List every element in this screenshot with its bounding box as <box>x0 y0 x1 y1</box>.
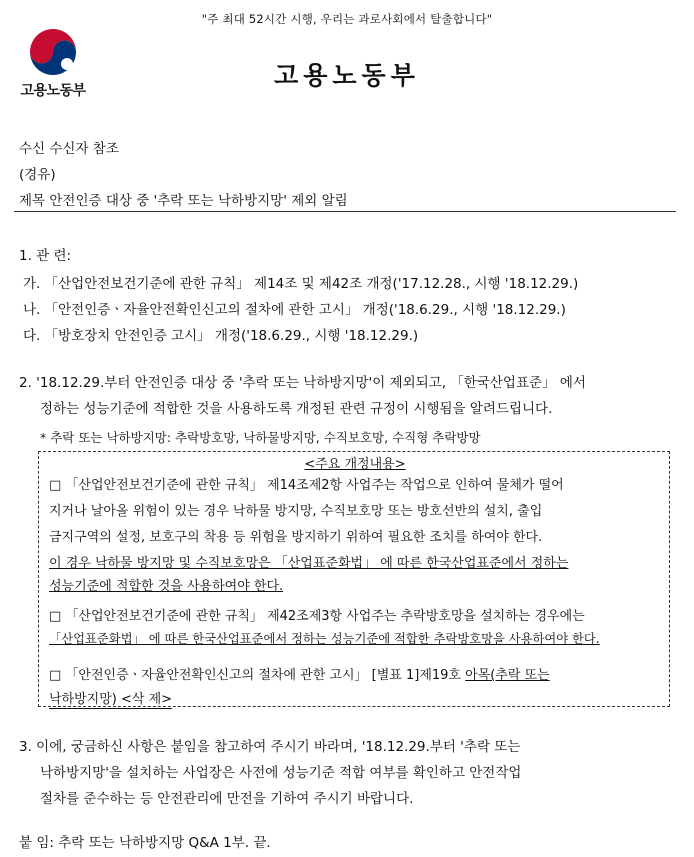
section-2-line-1: 2. '18.12.29.부터 안전인증 대상 중 '추락 또는 낙하방지망'이 제외되고, 「한국산업표준」 에서 <box>19 375 586 391</box>
section-2-line-2: 정하는 성능기준에 적합한 것을 사용하도록 개정된 관련 규정이 시행됨을 알려드립니다. <box>40 401 553 417</box>
box-p1-line-5: 성능기준에 적합한 것을 사용하여야 한다. <box>49 579 284 594</box>
section-3-line-1: 3. 이에, 궁금하신 사항은 붙임을 참고하여 주시기 바라며, '18.12.29.부터 '추락 또는 <box>19 739 521 755</box>
via: (경유) <box>19 167 56 183</box>
attachment: 붙 임: 추락 또는 낙하방지망 Q&A 1부. 끝. <box>19 835 271 851</box>
box-p1-line-3: 금지구역의 설정, 보호구의 착용 등 위험을 방지하기 위하여 필요한 조치를 하여야 한다. <box>49 530 543 545</box>
subject: 제목 안전인증 대상 중 '추락 또는 낙하방지망' 제외 알림 <box>19 193 348 209</box>
section-3-line-2: 낙하방지망'을 설치하는 사업장은 사전에 성능기준 적합 여부를 확인하고 안전작업 <box>40 765 522 781</box>
box-p2-line-2: 「산업표준화법」 에 따른 한국산업표준에서 정하는 성능기준에 적합한 추락방호망을 사용하여야 한다. <box>49 632 600 646</box>
recipient: 수신 수신자 참조 <box>19 141 119 157</box>
section-1-title: 1. 관 련: <box>19 248 72 264</box>
section-3-line-3: 절차를 준수하는 등 안전관리에 만전을 기하여 주시기 바랍니다. <box>40 791 414 807</box>
section-1-item-b: 나. 「안전인증ㆍ자율안전확인신고의 절차에 관한 고시」 개정('18.6.29., 시행 '18.12.29.) <box>23 302 566 318</box>
box-p2-line-1: □ 「산업안전보건기준에 관한 규칙」 제42조제3항 사업주는 추락방호망을 설치하는 경우에는 <box>49 609 585 624</box>
box-p3-line-1: □ 「안전인증ㆍ자율안전확인신고의 절차에 관한 고시」 [별표 1]제19호 아목(추락 또는 <box>49 668 550 683</box>
subject-divider <box>14 211 676 212</box>
amendment-box <box>38 451 670 707</box>
box-title: <주요 개정내용> <box>304 457 406 472</box>
org-title: 고용노동부 <box>274 61 420 90</box>
box-p1-line-2: 지거나 날아올 위험이 있는 경우 낙하물 방지망, 수직보호망 또는 방호선반의 설치, 출입 <box>49 504 543 519</box>
box-p1-line-4: 이 경우 낙하물 방지망 및 수직보호망은 「산업표준화법」 에 따른 한국산업표준에서 정하는 <box>49 556 569 571</box>
slogan: "주 최대 52시간 시행, 우리는 과로사회에서 탈출합니다" <box>201 12 493 26</box>
box-p3-line-2: 낙하방지망) <삭 제> <box>49 692 173 707</box>
section-1-item-c: 다. 「방호장치 안전인증 고시」 개정('18.6.29., 시행 '18.12.29.) <box>23 328 419 344</box>
section-1-item-a: 가. 「산업안전보건기준에 관한 규칙」 제14조 및 제42조 개정('17.12.28., 시행 '18.12.29.) <box>23 276 579 292</box>
section-2-note: * 추락 또는 낙하방지망: 추락방호망, 낙하물방지망, 수직보호망, 수직형 추락방망 <box>40 430 481 445</box>
logo-text: 고용노동부 <box>20 83 86 99</box>
box-p1-line-1: □ 「산업안전보건기준에 관한 규칙」 제14조제2항 사업주는 작업으로 인하여 물체가 떨어 <box>49 478 564 493</box>
